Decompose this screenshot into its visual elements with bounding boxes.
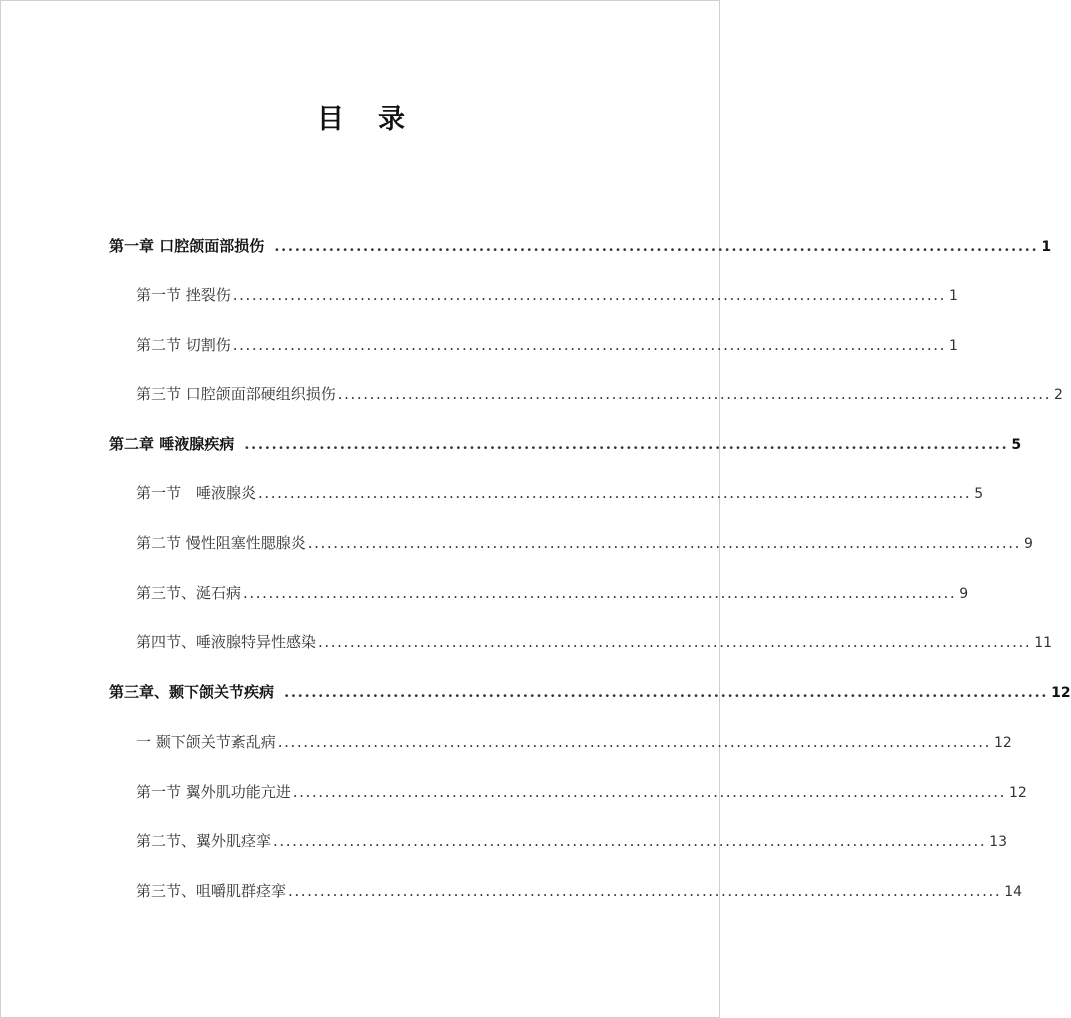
dot-leader: ................................................................................................................ (243, 584, 957, 602)
toc-entry-label: 第三章、颞下颌关节疾病 (109, 683, 275, 701)
dot-leader: ................................................................................................................ (288, 882, 1002, 900)
toc-entry-section[interactable] (136, 630, 1053, 654)
toc-page-number: 1 (949, 288, 958, 304)
toc-entry-label: 第二节 慢性阻塞性腮腺炎 (136, 534, 306, 552)
toc-entry-label: 第一节 唾液腺炎 (136, 484, 257, 502)
dot-leader: ................................................................................................................ (292, 783, 1007, 801)
toc-entry-label: 第一章 口腔颌面部损伤 (109, 237, 265, 255)
toc-entry-chapter[interactable] (109, 680, 1071, 704)
toc-entry-label: 第一节 翼外肌功能亢进 (136, 783, 291, 801)
toc-entry-label: 第二节 切割伤 (136, 336, 231, 354)
dot-leader: ................................................................................................................ (258, 484, 972, 502)
toc-entry-section[interactable] (136, 283, 958, 307)
toc-entry-label: 一 颞下颌关节紊乱病 (136, 733, 276, 751)
toc-entry-chapter[interactable] (109, 234, 1052, 258)
toc-entry-chapter[interactable] (109, 432, 1022, 456)
dot-leader: ................................................................................................................ (318, 633, 1032, 651)
toc-entry-section[interactable] (136, 730, 1012, 754)
toc-entry-label: 第三节、涎石病 (136, 584, 242, 602)
toc-entry-section[interactable] (136, 333, 958, 357)
dot-leader: ................................................................................................................ (284, 683, 1049, 701)
toc-entry-label: 第二章 唾液腺疾病 (109, 435, 235, 453)
toc-entry-label: 第四节、唾液腺特异性感染 (136, 633, 317, 651)
toc-entry-label: 第二节、翼外肌痉挛 (136, 832, 272, 850)
dot-leader: ................................................................................................................ (244, 435, 1009, 453)
dot-leader: ................................................................................................................ (232, 286, 947, 304)
toc-entry-section[interactable] (136, 531, 1033, 555)
toc-page-number: 2 (1054, 387, 1063, 403)
toc-page-number: 9 (959, 586, 969, 602)
toc-page-number: 12 (994, 735, 1012, 751)
dot-leader: ................................................................................................................ (273, 832, 987, 850)
dot-leader: ................................................................................................................ (232, 336, 947, 354)
toc-page-number: 5 (974, 486, 984, 502)
toc-page-number: 12 (1051, 685, 1071, 701)
toc-entry-label: 第三节、咀嚼肌群痉挛 (136, 882, 287, 900)
toc-entry-section[interactable] (136, 879, 1023, 903)
toc-entry-label: 第三节 口腔颌面部硬组织损伤 (136, 385, 336, 403)
dot-leader: ................................................................................................................ (277, 733, 992, 751)
page-title: 目录 (317, 104, 439, 135)
dot-leader: ................................................................................................................ (337, 385, 1052, 403)
toc-page-number: 11 (1034, 635, 1053, 651)
toc-entry-label: 第一节 挫裂伤 (136, 286, 231, 304)
toc-page-number: 1 (1041, 239, 1052, 255)
toc-page-number: 12 (1009, 785, 1027, 801)
toc-entry-section[interactable] (136, 382, 1063, 406)
toc-entry-section[interactable] (136, 481, 984, 505)
toc-page-number: 9 (1024, 536, 1033, 552)
dot-leader: ................................................................................................................ (274, 237, 1039, 255)
toc-page-number: 1 (949, 338, 958, 354)
dot-leader: ................................................................................................................ (307, 534, 1022, 552)
toc-entry-section[interactable] (136, 829, 1008, 853)
toc-entry-section[interactable] (136, 581, 969, 605)
toc-entry-section[interactable] (136, 780, 1027, 804)
toc-page-number: 13 (989, 834, 1008, 850)
toc-page-number: 14 (1004, 884, 1023, 900)
toc-page-number: 5 (1011, 437, 1022, 453)
